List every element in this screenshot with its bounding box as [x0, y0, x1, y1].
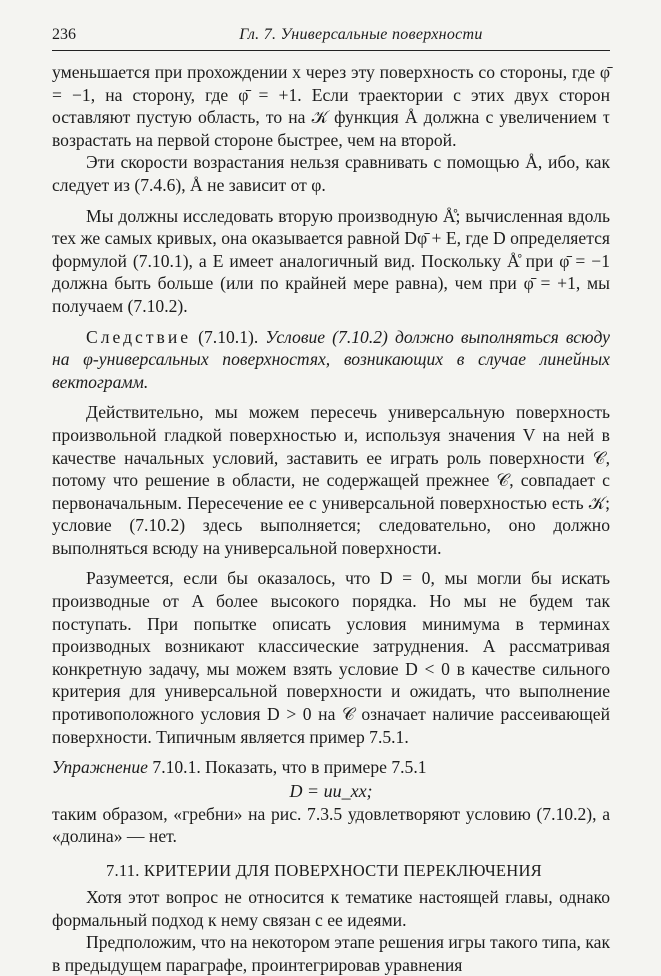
formula-d: D = uu_xx;: [289, 780, 373, 801]
paragraph-3: Мы должны исследовать вторую производную Å̊; вычисленная вдоль тех же самых кривых, она оказывается равной Dφ̄ + E, где D определяется формулой (7.10.1), а E имеет аналогичный вид. Поскольку Å̊ при φ̄ = −1 должна быть больше (или по крайней мере равна), чем при φ̄ = +1, мы получаем (7.10.2).: [52, 205, 610, 316]
paragraph-5: Разумеется, если бы оказалось, что D = 0, мы могли бы искать производные от A более высокого порядка. Но мы не будем так поступать. При попытке описать условия минимума в терминах производных возникают классические затруднения. А рассматривая конкретную задачу, мы можем взять условие D < 0 в качестве сильного критерия для универсальной поверхности и ожидать, что выполнение противоположного условия D > 0 на 𝒞 означает наличие рассеивающей поверхности. Типичным является пример 7.5.1.: [52, 568, 610, 747]
page-number: 236: [52, 26, 76, 43]
exercise-label: Упражнение: [52, 757, 148, 778]
page-header: [52, 26, 610, 51]
paragraph-6: таким образом, «гребни» на рис. 7.3.5 удовлетворяют условию (7.10.2), а «долина» — нет.: [52, 803, 610, 847]
paragraph-7: Хотя этот вопрос не относится к тематике настоящей главы, однако формальный подход к нему связан с ее идеями.: [52, 887, 610, 930]
exercise-text: 7.10.1. Показать, что в примере 7.5.1: [152, 757, 427, 778]
corollary-number: (7.10.1).: [198, 326, 259, 347]
corollary-label: Следствие: [86, 326, 192, 347]
section-title: 7.11. КРИТЕРИИ ДЛЯ ПОВЕРХНОСТИ ПЕРЕКЛЮЧЕНИЯ: [106, 861, 542, 880]
paragraph-4: Действительно, мы можем пересечь универсальную поверхность произвольной гладкой поверхностью и, используя значения V на ней в качестве начальных условий, заставить ее играть роль поверхности 𝒞, потому что решение в области, не содержащей прежнее 𝒞, совпадает с первоначальным. Пересечение ее с универсальной поверхностью есть 𝒦; условие (7.10.2) здесь выполняется; следовательно, оно должно выполняться всюду на универсальной поверхности.: [52, 402, 610, 558]
corollary: [52, 326, 610, 394]
paragraph-8: Предположим, что на некотором этапе решения игры такого типа, как в предыдущем параграфе, проинтегрировав уравнения: [52, 932, 610, 975]
running-title: Гл. 7. Универсальные поверхности: [239, 26, 483, 43]
corollary-text: Условие (7.10.2) должно выполняться всюду на φ-универсальных поверхностях, возникающих в случае линейных вектограмм.: [52, 326, 610, 392]
paragraph-2: Эти скорости возрастания нельзя сравнивать с помощью Å, ибо, как следует из (7.4.6), Å не зависит от φ.: [52, 152, 610, 195]
paragraph-1: уменьшается при прохождении x через эту поверхность со стороны, где φ̄ = −1, на сторону, где φ̄ = +1. Если траектории с этих двух сторон оставляют пустую область, то на 𝒦 функция Å должна с увеличением τ возрастать на первой стороне быстрее, чем на второй.: [52, 62, 610, 150]
exercise: [52, 756, 610, 779]
book-page: [52, 26, 610, 976]
